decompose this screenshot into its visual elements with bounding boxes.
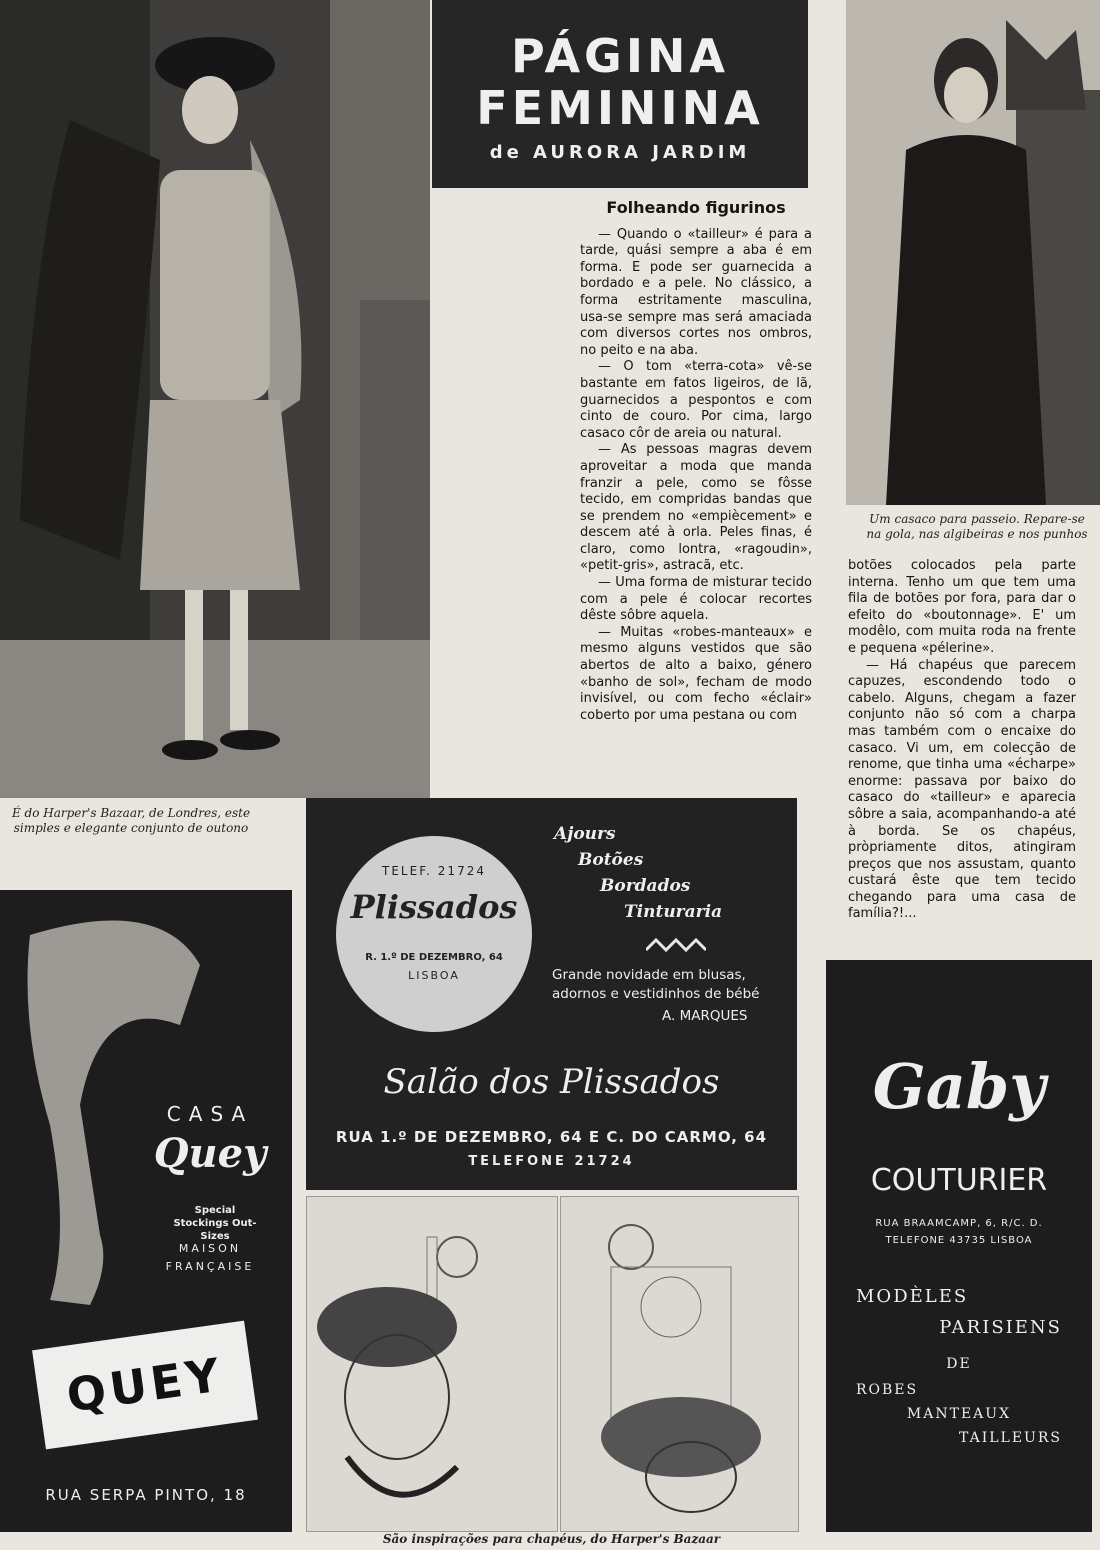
article-column-2: [848, 558, 1076, 948]
article-paragraph: — Muitas «robes-manteaux» e mesmo alguns vestidos que são abertos de alto a baixo, género «banho de sol», fecham de modo invisível, ou com fecho «éclair» coberto por uma pestana ou com: [580, 624, 812, 723]
article-paragraph: — Quando o «tailleur» é para a tarde, quási sempre a aba é em forma. E pode ser guarnecida a bordado e a pele. No clássico, a forma estritamente masculina, usa-se sempre mas será amaciada com diversos cortes nos ombros, no peito e na aba.: [580, 226, 812, 358]
plissados-address: RUA 1.º DE DEZEMBRO, 64 E C. DO CARMO, 64: [335, 1128, 768, 1146]
ad-gaby: [826, 960, 1092, 1532]
article-paragraph: botões colocados pela parte interna. Tenho um que tem uma fila de botões por fora, para dar o efeito do «boutonnage». E' um modêlo, com muita roda na frente e pequena «pélerine».: [848, 558, 1076, 656]
service-item: Tinturaria: [624, 902, 723, 922]
quey-maison: MAISON FRANÇAISE: [165, 1242, 255, 1273]
plissados-owner: A. MARQUES: [662, 1008, 748, 1024]
caption-hat-sketch: São inspirações para chapéus, do Harper's Bazaar: [382, 1532, 721, 1546]
byline: de AURORA JARDIM: [489, 142, 751, 163]
caption-right-photo: Um casaco para passeio. Repare-se na gola, nas algibeiras e nos punhos: [866, 512, 1088, 541]
plissados-circle-city: LISBOA: [408, 969, 460, 982]
article-column-1: [580, 200, 812, 792]
gaby-line: MODÈLES: [856, 1286, 969, 1307]
gaby-line: DE: [946, 1356, 972, 1372]
article-heading: Folheando figurinos: [606, 200, 786, 217]
gaby-line: ROBES: [856, 1382, 919, 1398]
quey-address: RUA SERPA PINTO, 18: [45, 1486, 247, 1504]
plissados-circle-logo: [336, 836, 532, 1032]
service-item: Bordados: [600, 876, 691, 896]
quey-sign-text: QUEY: [63, 1347, 227, 1423]
photo-tailleur-illustration: [0, 0, 430, 798]
gaby-brand: Gaby: [872, 1050, 1046, 1123]
hat-sketch-1: [306, 1196, 558, 1532]
plissados-phone: TELEFONE 21724: [468, 1154, 635, 1169]
hat-sketch-2-illustration: [561, 1197, 798, 1531]
gaby-line: TAILLEURS: [959, 1430, 1062, 1446]
plissados-circle-brand: Plissados: [350, 888, 518, 926]
zigzag-ornament: [646, 938, 706, 952]
quey-casa: CASA: [166, 1102, 254, 1126]
plissados-salon: Salão dos Plissados: [383, 1062, 720, 1102]
ad-plissados: [306, 798, 797, 1190]
photo-casaco: [846, 0, 1100, 505]
plissados-telef: TELEF. 21724: [382, 864, 486, 878]
caption-left-photo: É do Harper's Bazaar, de Londres, este simples e elegante conjunto de outono: [11, 806, 251, 835]
service-item: Ajours: [554, 824, 616, 844]
gaby-line: PARISIENS: [939, 1317, 1062, 1338]
article-paragraph: — O tom «terra-cota» vê-se bastante em fatos ligeiros, de lã, guarnecidos a pespontos e com cinto de couro. Por cima, largo casaco côr de areia ou natural.: [580, 359, 812, 441]
gaby-line: MANTEAUX: [906, 1406, 1012, 1422]
quey-sign: [32, 1321, 258, 1450]
service-item: Botões: [578, 850, 644, 870]
gaby-address: RUA BRAAMCAMP, 6, R/C. D.: [875, 1218, 1043, 1229]
page-title-line1: PÁGINA: [510, 29, 730, 83]
page-title-box: [432, 0, 808, 188]
quey-special: Special Stockings Out-Sizes: [173, 1205, 257, 1242]
photo-casaco-illustration: [846, 0, 1100, 505]
article-paragraph: — Há chapéus que parecem capuzes, escondendo todo o cabelo. Alguns, chegam a fazer conjunto não só com a charpa mas também com o encaixe do casaco. Vi um, em colecção de renome, que tinha uma «écharpe» enorme: passava por baixo do casaco do «tailleur» e aparecia sôbre a saia, acompanhando-a até à borda. Se os chapéus, pròpriamente ditos, atingiram preços que nos assustam, quanto custará êste que tem tecido chegando para uma casa de família?!...: [848, 657, 1076, 922]
quey-brand: Quey: [153, 1130, 267, 1177]
ad-quey: [0, 890, 292, 1532]
photo-tailleur: [0, 0, 430, 798]
plissados-novidade: Grande novidade em blusas, adornos e vestidinhos de bébé: [552, 967, 760, 1002]
plissados-circle-address: R. 1.º DE DEZEMBRO, 64: [365, 952, 503, 963]
gaby-phone: TELEFONE 43735 LISBOA: [885, 1235, 1033, 1246]
article-paragraph: — As pessoas magras devem aproveitar a moda que manda franzir a pele, como se fôsse tecido, em compridas bandas que se prendem no «empiècement» e descem até à orla. Peles finas, é claro, como lontra, «ragoudin», «petit-gris», astracã, etc.: [580, 442, 812, 574]
page-title-line2: FEMININA: [476, 81, 764, 135]
hat-sketch-1-illustration: [307, 1197, 557, 1531]
hat-sketch-2: [560, 1196, 799, 1532]
gaby-couturier: COUTURIER: [870, 1163, 1048, 1198]
article-paragraph: — Uma forma de misturar tecido com a pele é colocar recortes dêste sôbre aquela.: [580, 575, 812, 624]
